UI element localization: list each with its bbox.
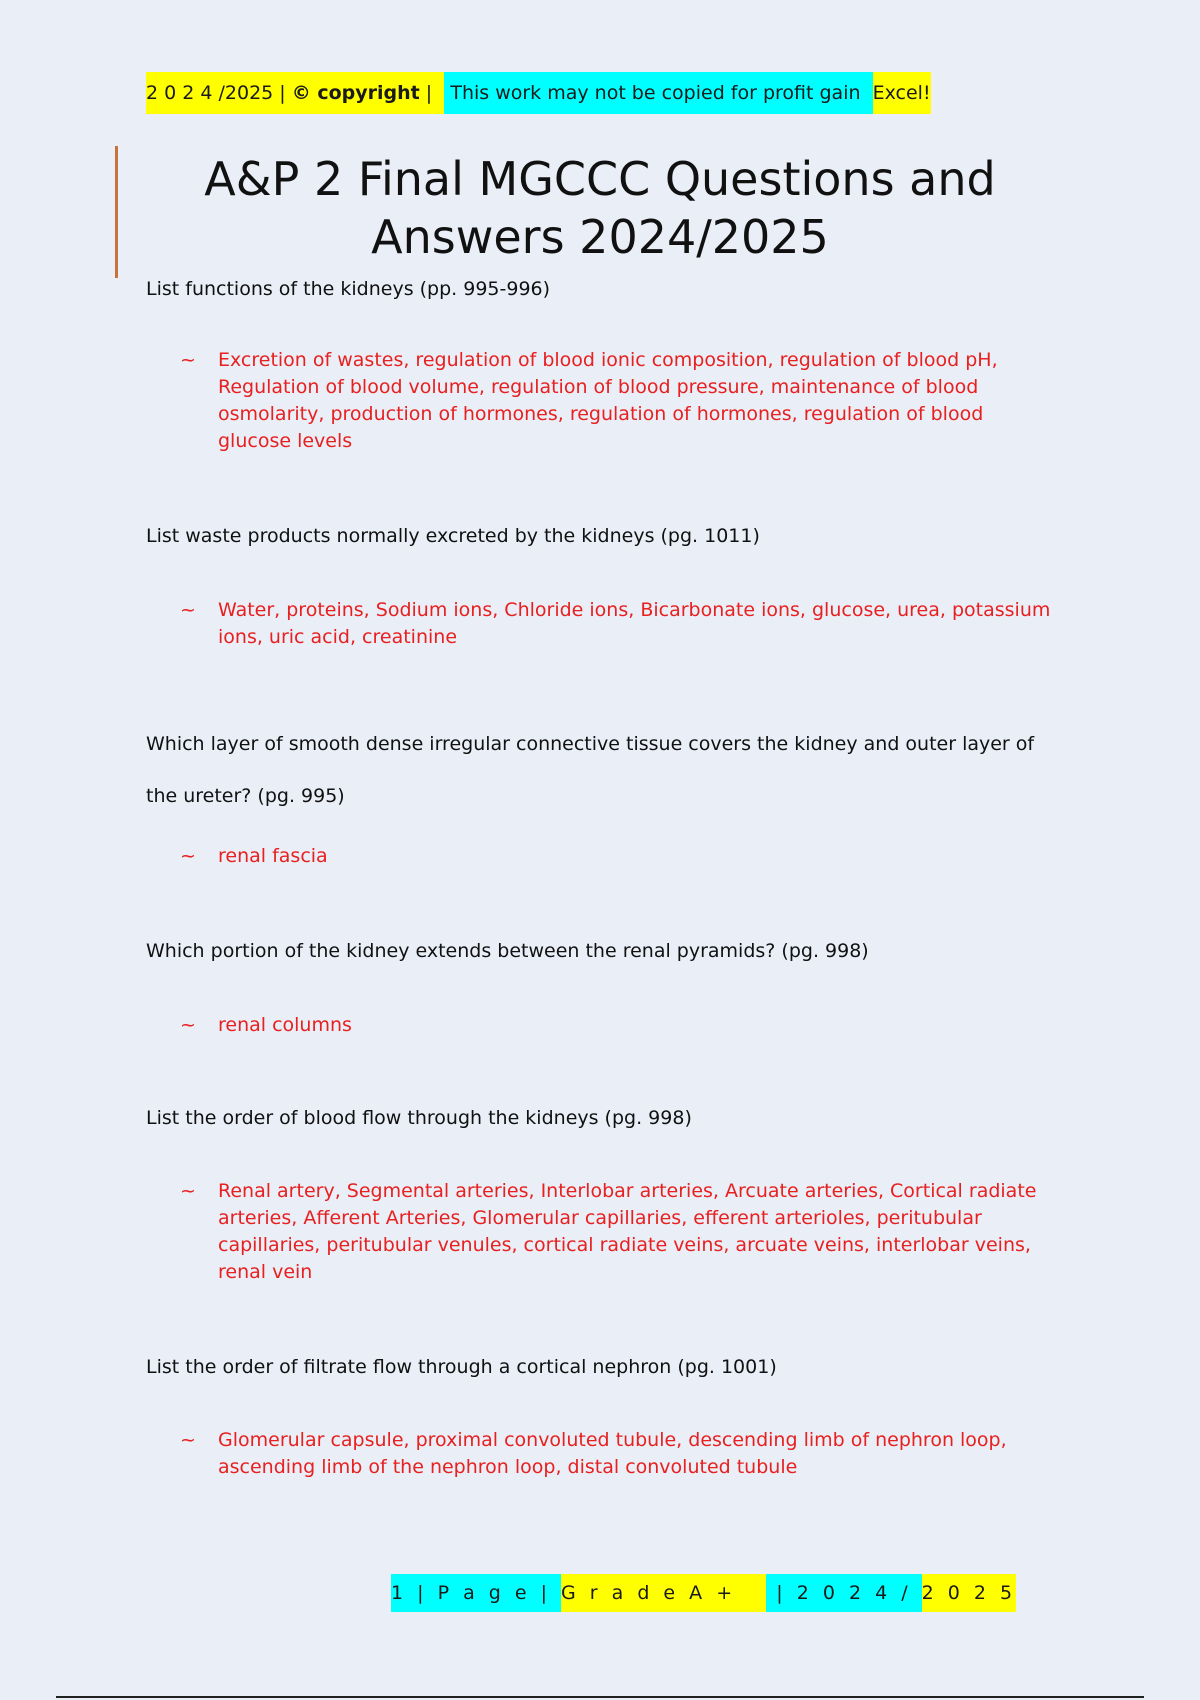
title-line-2: Answers 2024/2025 (371, 210, 829, 264)
banner-tail: Excel! (873, 72, 931, 114)
bullet-tilde: ~ (180, 349, 196, 371)
answer-1 (180, 347, 1060, 455)
bottom-divider (56, 1696, 1144, 1698)
answer-6 (180, 1427, 1060, 1481)
answer-text: renal fascia (218, 845, 328, 867)
question-4: Which portion of the kidney extends between the renal pyramids? (pg. 998) (146, 940, 869, 962)
answer-3 (180, 843, 1060, 870)
title-line-1: A&P 2 Final MGCCC Questions and (204, 152, 996, 206)
bullet-tilde: ~ (180, 1014, 196, 1036)
question-1: List functions of the kidneys (pp. 995-996) (146, 278, 551, 300)
answer-text: renal columns (218, 1014, 352, 1036)
answer-text: Excretion of wastes, regulation of blood ionic composition, regulation of blood pH, Regulation of blood volume, regulation of blood pressure, maintenance of blood osmolarity, production of hormones, regulation of hormones, regulation of blood glucose levels (218, 349, 998, 452)
answer-text: Glomerular capsule, proximal convoluted tubule, descending limb of nephron loop, ascending limb of the nephron loop, distal convoluted tubule (218, 1429, 1007, 1478)
answer-text: Water, proteins, Sodium ions, Chloride ions, Bicarbonate ions, glucose, urea, potassium ions, uric acid, creatinine (218, 599, 1051, 648)
bullet-tilde: ~ (180, 845, 196, 867)
banner-notice: This work may not be copied for profit gain (444, 72, 872, 114)
question-3: Which layer of smooth dense irregular connective tissue covers the kidney and outer layer of the ureter? (pg. 995) (146, 733, 1035, 807)
answer-5 (180, 1178, 1060, 1286)
banner-copyright: © copyright (292, 72, 420, 114)
footer-grade: G r a d e A + (561, 1574, 766, 1612)
answer-text: Renal artery, Segmental arteries, Interlobar arteries, Arcuate arteries, Cortical radiate arteries, Afferent Arteries, Glomerular capillaries, efferent arterioles, peritubular capillaries, peritubular venules, cortical radiate veins, arcuate veins, interlobar veins, renal vein (218, 1180, 1037, 1283)
page-footer (391, 1574, 1016, 1612)
question-5: List the order of blood flow through the kidneys (pg. 998) (146, 1107, 692, 1129)
question-2: List waste products normally excreted by the kidneys (pg. 1011) (146, 525, 760, 547)
answer-4 (180, 1012, 1060, 1039)
bullet-tilde: ~ (180, 1429, 196, 1451)
banner-year: 2 0 2 4 /2025 | (146, 72, 292, 114)
banner-separator: | (420, 72, 445, 114)
bullet-tilde: ~ (180, 1180, 196, 1202)
footer-year-end: 2 0 2 5 (922, 1574, 1016, 1612)
copyright-banner (146, 72, 931, 114)
question-6: List the order of filtrate flow through a cortical nephron (pg. 1001) (146, 1356, 777, 1378)
footer-page: 1 | P a g e | (391, 1574, 561, 1612)
title-accent-rule (115, 146, 118, 278)
page-title (130, 150, 1070, 266)
footer-year-start: | 2 0 2 4 / (766, 1574, 921, 1612)
answer-2 (180, 597, 1060, 651)
bullet-tilde: ~ (180, 599, 196, 621)
